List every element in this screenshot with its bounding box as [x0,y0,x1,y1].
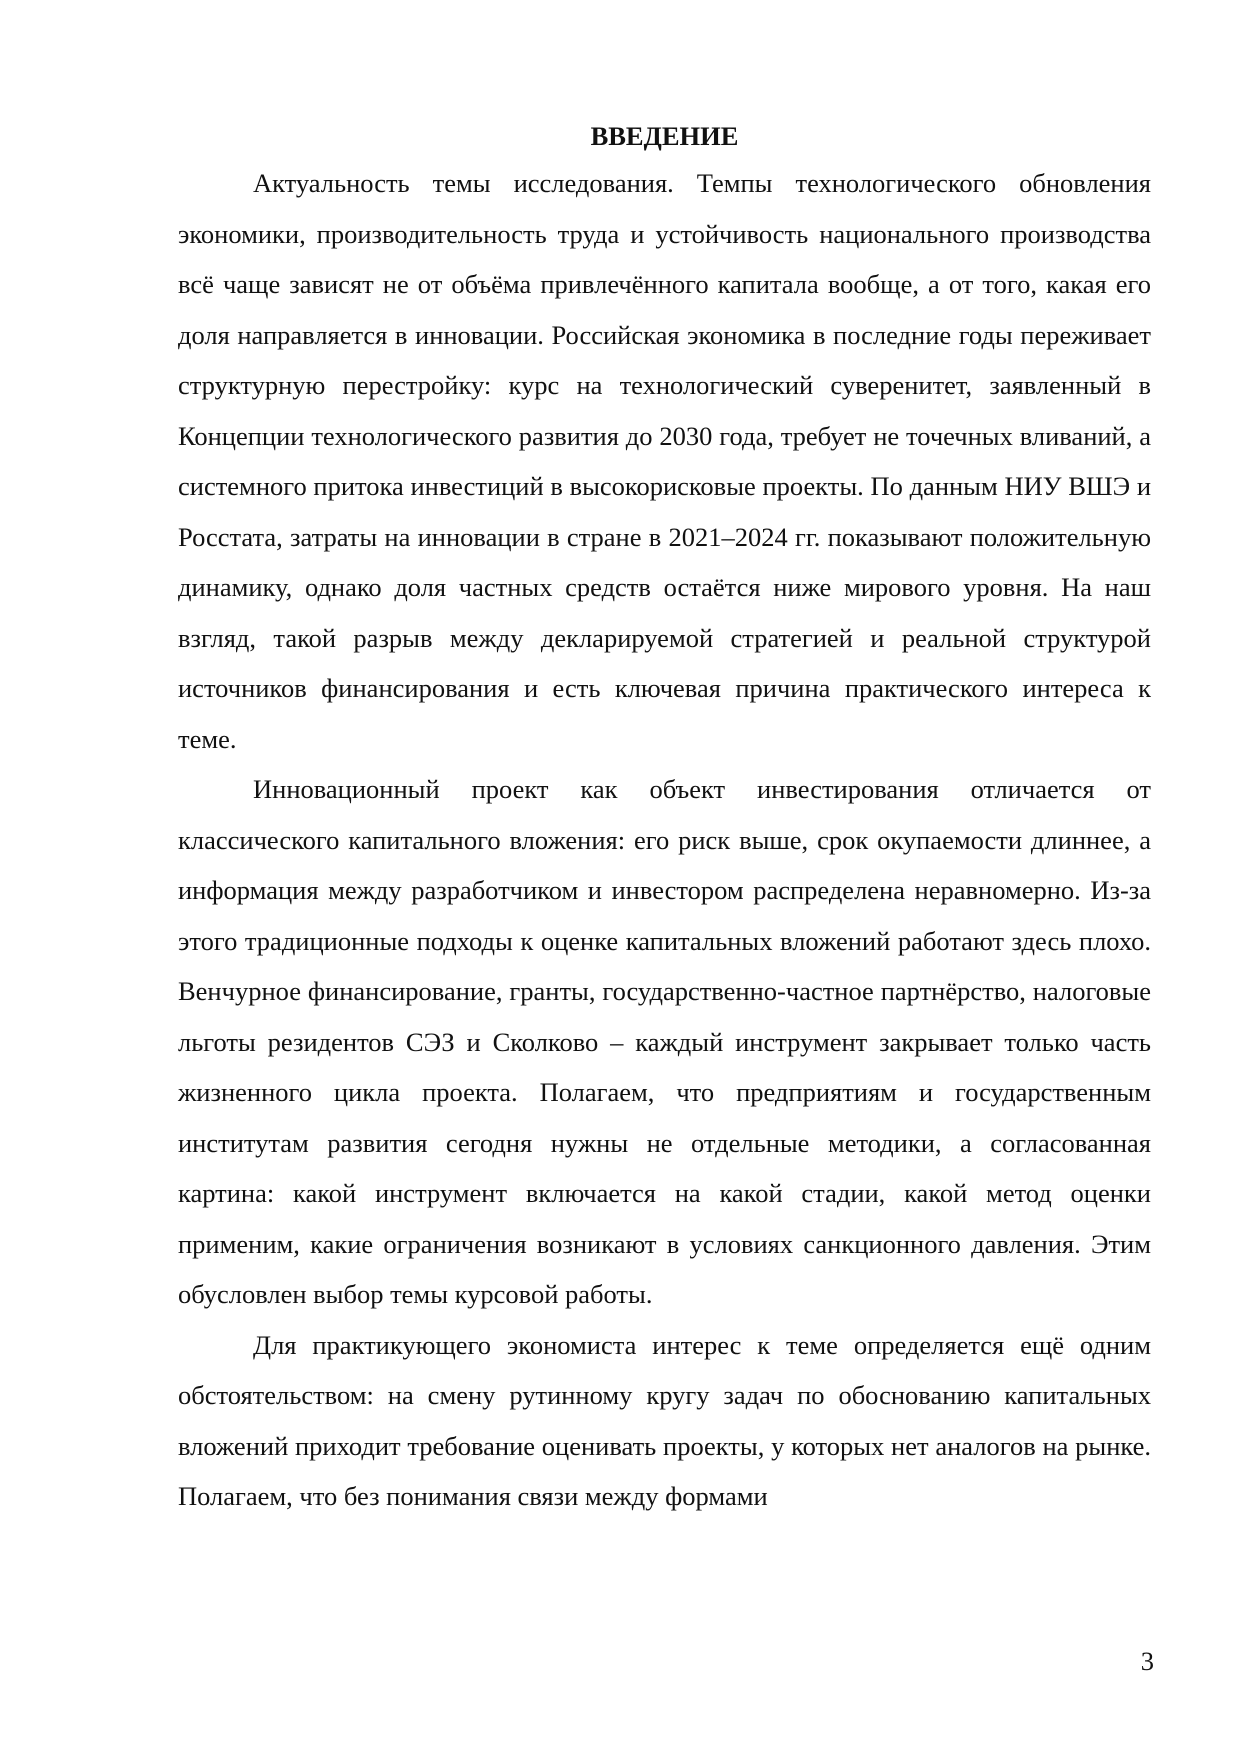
page-content [178,114,1151,1522]
section-heading: ВВЕДЕНИЕ [590,121,739,151]
paragraph-innovation-project: Инновационный проект как объект инвестирования отличается от классического капитального вложения: его риск выше, срок окупаемости длиннее, а информация между разработчиком и инвестором распределена неравномерно. Из-за этого традиционные подходы к оценке капитальных вложений работают здесь плохо. Венчурное финансирование, гранты, государственно-частное партнёрство, налоговые льготы резидентов СЭЗ и Сколково – каждый инструмент закрывает только часть жизненного цикла проекта. Полагаем, что предприятиям и государственным институтам развития сегодня нужны не отдельные методики, а согласованная картина: какой инструмент включается на какой стадии, какой метод оценки применим, какие ограничения возникают в условиях санкционного давления. Этим обусловлен выбор темы курсовой работы. [178,774,1151,1309]
page-number: 3 [1140,1646,1154,1676]
paragraph-practical-interest: Для практикующего экономиста интерес к теме определяется ещё одним обстоятельством: на смену рутинному кругу задач по обоснованию капитальных вложений приходит требование оценивать проекты, у которых нет аналогов на рынке. Полагаем, что без понимания связи между формами [178,1329,1151,1511]
paragraph-relevance: Актуальность темы исследования. Темпы технологического обновления экономики, производительность труда и устойчивость национального производства всё чаще зависят не от объёма привлечённого капитала вообще, а от того, какая его доля направляется в инновации. Российская экономика в последние годы переживает структурную перестройку: курс на технологический суверенитет, заявленный в Концепции технологического развития до 2030 года, требует не точечных вливаний, а системного притока инвестиций в высокорисковые проекты. По данным НИУ ВШЭ и Росстата, затраты на инновации в стране в 2021–2024 гг. показывают положительную динамику, однако доля частных средств остаётся ниже мирового уровня. На наш взгляд, такой разрыв между декларируемой стратегией и реальной структурой источников финансирования и есть ключевая причина практического интереса к теме. [178,168,1151,754]
